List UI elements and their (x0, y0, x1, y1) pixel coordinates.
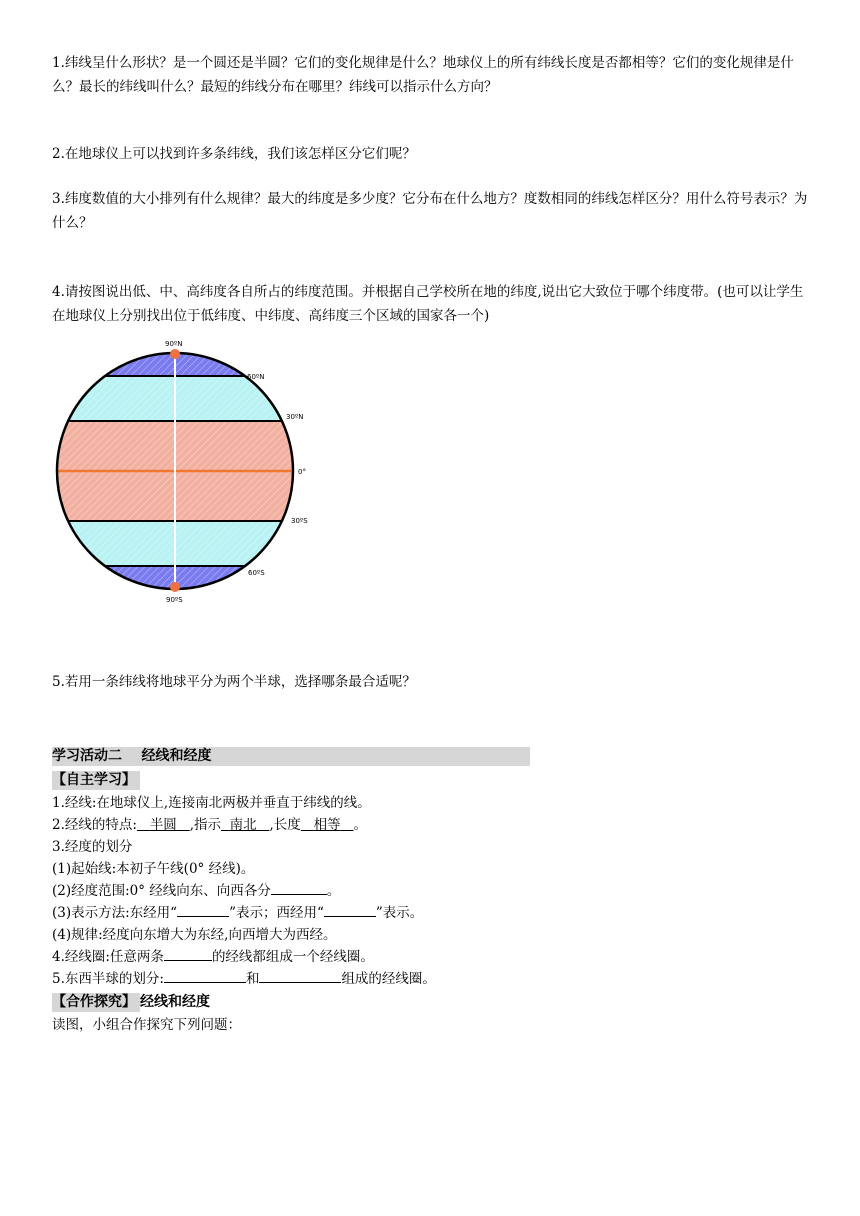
item-longitude-range: (2)经度范围:0° 经线向东、向西各分 。 (52, 883, 341, 899)
question-2: 2.在地球仪上可以找到许多条纬线，我们该怎样区分它们呢？ (52, 146, 416, 162)
question-1: 1.纬线呈什么形状？是一个圆还是半圆？它们的变化规律是什么？地球仪上的所有纬线长度是否都相等？它们的变化规律是什么？最长的纬线叫什么？最短的纬线分布在哪里？纬线可以指示什么方向？ (52, 55, 794, 95)
south-pole-dot (170, 582, 180, 592)
answer-semicircle: 半圆 (149, 817, 177, 833)
item-longitude-division: 3.经度的划分 (52, 839, 133, 855)
item-meridian-definition: 1.经线:在地球仪上,连接南北两极并垂直于纬线的线。 (52, 795, 371, 811)
blank-meridian-circle[interactable] (164, 947, 212, 961)
latitude-zones-diagram (50, 336, 330, 608)
item-hemisphere-division: 5.东西半球的划分: 和 组成的经线圈。 (52, 971, 436, 987)
self-study-tag: 【自主学习】 (52, 771, 140, 790)
label-30s: 30ºS (291, 517, 308, 525)
activity-2-title: 学习活动二 经线和经度 (52, 748, 212, 764)
label-60s: 60ºS (248, 569, 265, 577)
self-study-heading (52, 771, 140, 790)
item-longitude-rule: (4)规律:经度向东增大为东经,向西增大为西经。 (52, 927, 337, 943)
activity-2-heading (52, 747, 530, 766)
north-pole-dot (170, 349, 180, 359)
item-meridian-features: 2.经线的特点: 半圆 ,指示 南北 ,长度 相等 。 (52, 817, 367, 833)
question-5: 5.若用一条纬线将地球平分为两个半球，选择哪条最合适呢？ (52, 674, 416, 690)
blank-east-symbol[interactable] (177, 903, 229, 917)
coop-heading (52, 993, 210, 1012)
question-3: 3.纬度数值的大小排列有什么规律？最大的纬度是多少度？它分布在什么地方？度数相同的纬线怎样区分？用什么符号表示？为什么？ (52, 191, 808, 231)
item-meridian-circle: 4.经线圈:任意两条 的经线都组成一个经线圈。 (52, 949, 374, 965)
blank-longitude-range[interactable] (271, 881, 327, 895)
coop-title: 经线和经度 (140, 994, 210, 1010)
label-60n: 60ºN (247, 373, 265, 381)
label-90s: 90ºS (166, 596, 183, 604)
label-90n: 90ºN (165, 340, 183, 348)
blank-hemisphere-line-1[interactable] (164, 969, 246, 983)
coop-tag: 【合作探究】 (52, 993, 140, 1012)
answer-equal: 相等 (313, 817, 341, 833)
label-30n: 30ºN (286, 413, 304, 421)
label-equator: 0° (298, 468, 306, 476)
item-group-exploration: 读图，小组合作探究下列问题： (52, 1017, 241, 1033)
question-4: 4.请按图说出低、中、高纬度各自所占的纬度范围。并根据自己学校所在地的纬度,说出它大致位于哪个纬度带。(也可以让学生在地球仪上分别找出位于低纬度、中纬度、高纬度三个区域的国家各一个) (52, 284, 804, 324)
blank-west-symbol[interactable] (324, 903, 376, 917)
blank-hemisphere-line-2[interactable] (259, 969, 341, 983)
item-prime-meridian: (1)起始线:本初子午线(0° 经线)。 (52, 861, 255, 877)
answer-north-south: 南北 (229, 817, 257, 833)
item-notation: (3)表示方法:东经用“ ”表示；西经用“ ”表示。 (52, 905, 424, 921)
